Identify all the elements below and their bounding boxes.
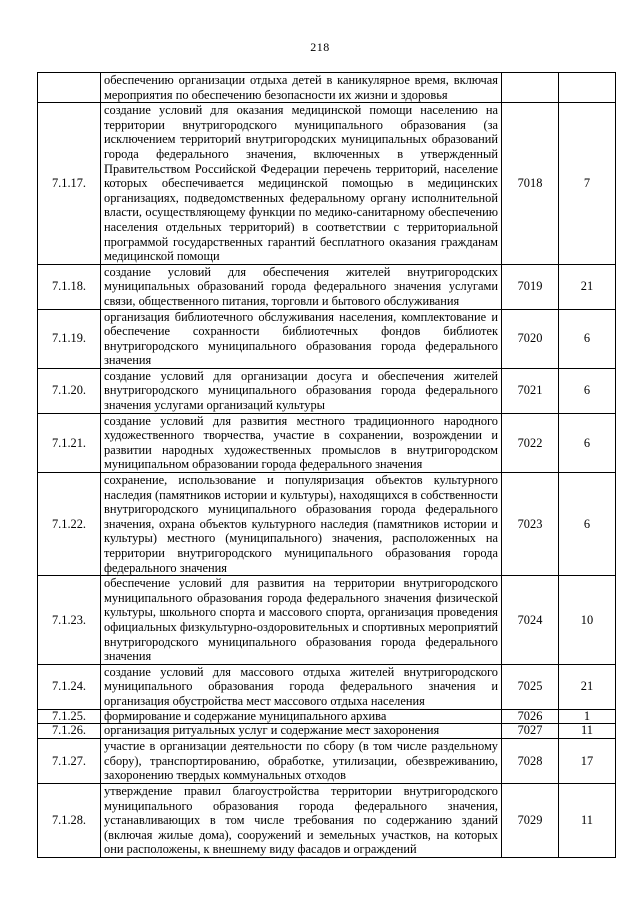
table-row <box>38 413 616 472</box>
row-code-cell: 7024 <box>502 576 559 665</box>
row-code-cell: 7018 <box>502 103 559 265</box>
row-text-cell: организация библиотечного обслуживания населения, комплектование и обеспечение сохранности библиотечных фондов библиотек внутригородского муниципального образования города федерального значения <box>101 309 502 368</box>
row-code-cell: 7027 <box>502 724 559 739</box>
table-row <box>38 664 616 709</box>
row-number-cell: 7.1.25. <box>38 709 101 724</box>
row-code-cell: 7021 <box>502 368 559 413</box>
row-text-cell: создание условий для массового отдыха жителей внутригородского муниципального образования города федерального значения и организация обустройства мест массового отдыха населения <box>101 664 502 709</box>
row-value-cell: 10 <box>559 576 616 665</box>
table-row <box>38 739 616 784</box>
row-number-cell: 7.1.24. <box>38 664 101 709</box>
row-text-cell: создание условий для развития местного традиционного народного художественного творчества, участие в сохранении, возрождении и развитии народных художественных промыслов в внутригородском муниципальном образовании города федерального значения <box>101 413 502 472</box>
row-number-cell <box>38 73 101 103</box>
row-text-cell: утверждение правил благоустройства территории внутригородского муниципального образования города федерального значения, устанавливающих в том числе требования по содержанию зданий (включая жилые дома), сооружений и земельных участков, на которых они расположены, к внешнему виду фасадов и ограждений <box>101 783 502 857</box>
row-text-cell: обеспечение условий для развития на территории внутригородского муниципального образования города федерального значения физической культуры, школьного спорта и массового спорта, организация проведения официальных физкультурно-оздоровительных и спортивных мероприятий внутригородского муниципального образования города федерального значения <box>101 576 502 665</box>
row-value-cell: 11 <box>559 724 616 739</box>
table-row <box>38 103 616 265</box>
row-number-cell: 7.1.19. <box>38 309 101 368</box>
row-value-cell: 21 <box>559 264 616 309</box>
table-row <box>38 264 616 309</box>
row-number-cell: 7.1.27. <box>38 739 101 784</box>
row-text-cell: сохранение, использование и популяризация объектов культурного наследия (памятников истории и культуры), находящихся в собственности внутригородского муниципального образования города федерального значения, охрана объектов культурного наследия (памятников истории и культуры) местного (муниципального) значения, расположенных на территории внутригородского муниципального образования города федерального значения <box>101 473 502 576</box>
table-row <box>38 783 616 857</box>
row-code-cell: 7022 <box>502 413 559 472</box>
table-row <box>38 73 616 103</box>
row-value-cell: 6 <box>559 473 616 576</box>
row-value-cell <box>559 73 616 103</box>
page-number: 218 <box>310 40 330 54</box>
table-row <box>38 473 616 576</box>
row-value-cell: 6 <box>559 309 616 368</box>
row-number-cell: 7.1.18. <box>38 264 101 309</box>
row-number-cell: 7.1.17. <box>38 103 101 265</box>
row-value-cell: 17 <box>559 739 616 784</box>
row-number-cell: 7.1.23. <box>38 576 101 665</box>
row-code-cell: 7023 <box>502 473 559 576</box>
document-table <box>37 72 616 858</box>
row-code-cell <box>502 73 559 103</box>
table-row <box>38 576 616 665</box>
row-number-cell: 7.1.22. <box>38 473 101 576</box>
row-code-cell: 7025 <box>502 664 559 709</box>
row-value-cell: 11 <box>559 783 616 857</box>
row-text-cell: формирование и содержание муниципального архива <box>101 709 502 724</box>
row-code-cell: 7026 <box>502 709 559 724</box>
table-body <box>38 73 616 858</box>
table-row <box>38 309 616 368</box>
row-code-cell: 7028 <box>502 739 559 784</box>
row-code-cell: 7029 <box>502 783 559 857</box>
row-text-cell: создание условий для обеспечения жителей внутригородских муниципальных образований города федерального значения услугами связи, общественного питания, торговли и бытового обслуживания <box>101 264 502 309</box>
table-row <box>38 368 616 413</box>
row-code-cell: 7019 <box>502 264 559 309</box>
row-text-cell: участие в организации деятельности по сбору (в том числе раздельному сбору), транспортированию, обработке, утилизации, обезвреживанию, захоронению твердых коммунальных отходов <box>101 739 502 784</box>
row-value-cell: 7 <box>559 103 616 265</box>
table-row <box>38 709 616 724</box>
row-text-cell: создание условий для оказания медицинской помощи населению на территории внутригородского муниципального образования (за исключением территорий внутригородских муниципальных образований города федерального значения, включенных в утвержденный Правительством Российской Федерации перечень территорий, население которых обеспечивается медицинской помощью в медицинских организациях, подведомственных федеральному органу исполнительной власти, осуществляющему функции по медико-санитарному обеспечению населения отдельных территорий) в соответствии с территориальной программой государственных гарантий бесплатного оказания гражданам медицинской помощи <box>101 103 502 265</box>
row-code-cell: 7020 <box>502 309 559 368</box>
row-number-cell: 7.1.21. <box>38 413 101 472</box>
row-text-cell: организация ритуальных услуг и содержание мест захоронения <box>101 724 502 739</box>
table-row <box>38 724 616 739</box>
row-value-cell: 6 <box>559 368 616 413</box>
row-number-cell: 7.1.20. <box>38 368 101 413</box>
row-value-cell: 1 <box>559 709 616 724</box>
row-number-cell: 7.1.28. <box>38 783 101 857</box>
row-value-cell: 6 <box>559 413 616 472</box>
row-number-cell: 7.1.26. <box>38 724 101 739</box>
row-value-cell: 21 <box>559 664 616 709</box>
row-text-cell: обеспечению организации отдыха детей в каникулярное время, включая мероприятия по обеспечению безопасности их жизни и здоровья <box>101 73 502 103</box>
row-text-cell: создание условий для организации досуга и обеспечения жителей внутригородского муниципального образования города федерального значения услугами организаций культуры <box>101 368 502 413</box>
